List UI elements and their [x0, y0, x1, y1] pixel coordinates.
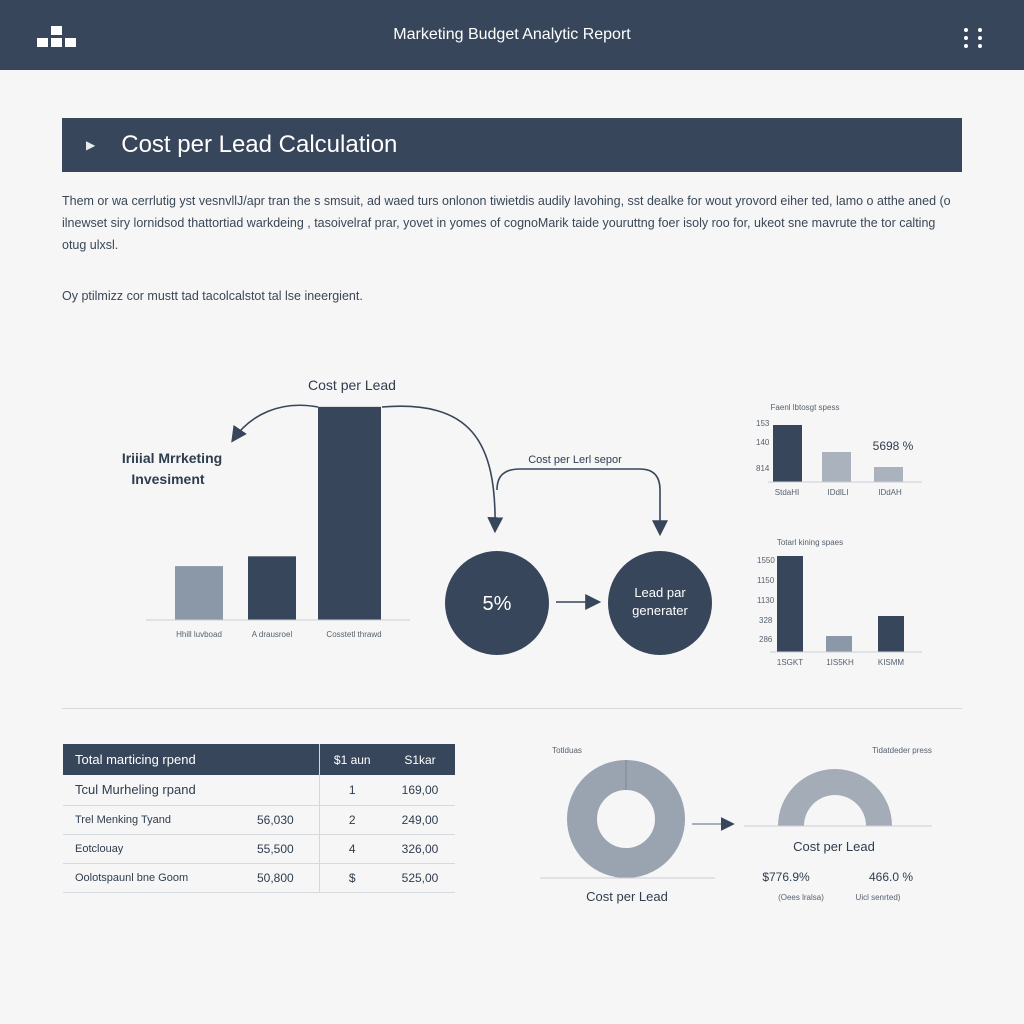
lead-circle-line2: generater	[632, 603, 688, 618]
mini-chart-bottom-bars	[777, 556, 904, 652]
gauge-chart-value-right: 466.0 %	[868, 870, 914, 884]
flow-mid-label: Cost per Lerl sepor	[528, 454, 622, 466]
table-cell-total: 525,00	[385, 863, 455, 892]
arrow-to-lead-circle	[497, 469, 660, 533]
donut-chart-label: Cost per Lead	[586, 889, 668, 904]
table-header-name: Total marticing rpend	[63, 744, 319, 775]
mini-chart-bottom-title: Totarl kining spaes	[776, 538, 844, 547]
table-cell-amount: 56,030	[245, 805, 319, 834]
mini-chart-bottom-bar	[777, 556, 803, 652]
mini-chart-top-value: 5698 %	[872, 439, 914, 453]
mini-chart-bottom-tick: 1150	[757, 576, 775, 585]
table-row[interactable]	[63, 863, 455, 892]
mini-chart-top-category: StdaHI	[774, 488, 800, 497]
gauge-chart-value-left: $776.9%	[762, 870, 810, 884]
table-row[interactable]	[63, 834, 455, 863]
mini-chart-top-tick: 153	[756, 419, 770, 428]
mini-chart-top-bars	[773, 425, 903, 482]
section-paragraph: Them or wa cerrlutig yst vesnvllJ/apr tran the s smsuit, ad waed turs onlonon tiwietdis audily lavohing, sst dealke for wout yrovord eiher ted, lamo o atthe aned (o ilnewset siry lornidsod thattortiad warkdeing , tasoivelraf prar, yovet in yomes of cognoMarik taide youruttng foer isoly roo for, ukeot sne mavrute the tor calting otug ulxsl.	[62, 194, 951, 252]
flow-bar	[248, 556, 296, 620]
table-cell-total: 249,00	[385, 805, 455, 834]
flow-left-label-line2: Invesiment	[131, 471, 205, 487]
mini-chart-bottom-tick: 1550	[757, 556, 775, 565]
table-cell-amount: 55,500	[245, 834, 319, 863]
gauge-chart-title: Tidatdeder press	[872, 746, 932, 755]
flow-bar-label: Hhill luvboad	[176, 630, 222, 639]
table-cell-name: Eotclouay	[63, 834, 245, 863]
arrow-to-investment	[233, 405, 318, 440]
donut-chart-title: Totlduas	[552, 746, 582, 755]
table-cell-total: 326,00	[385, 834, 455, 863]
table-row[interactable]	[63, 805, 455, 834]
mini-chart-top-tick: 140	[756, 438, 770, 447]
mini-chart-bottom-category: 1IS5KH	[826, 658, 854, 667]
table-cell-num: 2	[319, 805, 385, 834]
table-cell-amount	[245, 775, 319, 805]
table-cell-num: $	[319, 863, 385, 892]
flow-bar-group	[175, 407, 381, 620]
table-header-col: S1kar	[385, 744, 455, 775]
flow-top-label: Cost per Lead	[308, 377, 396, 393]
mini-chart-top-category: IDdAH	[878, 488, 902, 497]
flow-bar	[175, 566, 223, 620]
marketing-spend-table	[63, 744, 455, 893]
mini-chart-bottom-category: 1SGKT	[776, 658, 804, 667]
mini-chart-top-bar	[822, 452, 851, 482]
percent-circle-value: 5%	[482, 593, 512, 615]
flow-bar-label: A drausroel	[251, 630, 293, 639]
table-cell-num: 1	[319, 775, 385, 805]
flow-left-label-line1: Iriiial Mrrketing	[121, 450, 223, 466]
section-title: Cost per Lead Calculation	[121, 131, 398, 158]
flow-bar	[318, 407, 381, 620]
mini-chart-top-bar	[874, 467, 903, 482]
arrow-to-percent-circle	[382, 406, 495, 530]
mini-chart-bottom-tick: 1130	[757, 596, 775, 605]
table-cell-name: Oolotspaunl bne Goom	[63, 863, 245, 892]
mini-chart-bottom-tick: 328	[759, 616, 773, 625]
table-header-row	[63, 744, 455, 775]
table-cell-amount: 50,800	[245, 863, 319, 892]
table-cell-name: Trel Menking Tyand	[63, 805, 245, 834]
mini-chart-bottom-bar	[878, 616, 904, 652]
gauge-chart-label: Cost per Lead	[793, 839, 875, 854]
mini-chart-top-bar	[773, 425, 802, 482]
gauge-chart-caption-left: (Oees lralsa)	[778, 893, 824, 902]
gauge-chart-arc	[778, 769, 892, 826]
mini-chart-bottom-tick: 286	[759, 635, 773, 644]
table-cell-num: 4	[319, 834, 385, 863]
mini-chart-top-category: IDdlLI	[827, 488, 849, 497]
mini-chart-top-title: Faenl lbtosgt spess	[770, 403, 840, 412]
mini-chart-bottom-category: KISMM	[877, 658, 905, 667]
gauge-chart-caption-right: Uicl senrted)	[855, 893, 901, 902]
mini-chart-bottom-bar	[826, 636, 852, 652]
section-divider	[62, 708, 962, 709]
mini-chart-top-tick: 814	[756, 464, 770, 473]
table-cell-name: Tcul Murheling rpand	[63, 775, 245, 805]
table-cell-total: 169,00	[385, 775, 455, 805]
table-header-col: $1 aun	[319, 744, 385, 775]
flow-bar-label: Cosstetl thrawd	[326, 630, 382, 639]
app-title: Marketing Budget Analytic Report	[393, 26, 631, 43]
caret-right-icon[interactable]: ▶	[86, 138, 96, 152]
lead-circle-line1: Lead par	[634, 585, 686, 600]
section-note: Oy ptilmizz cor mustt tad tacolcalstot tal lse ineergient.	[62, 289, 363, 303]
table-row[interactable]	[63, 775, 455, 805]
